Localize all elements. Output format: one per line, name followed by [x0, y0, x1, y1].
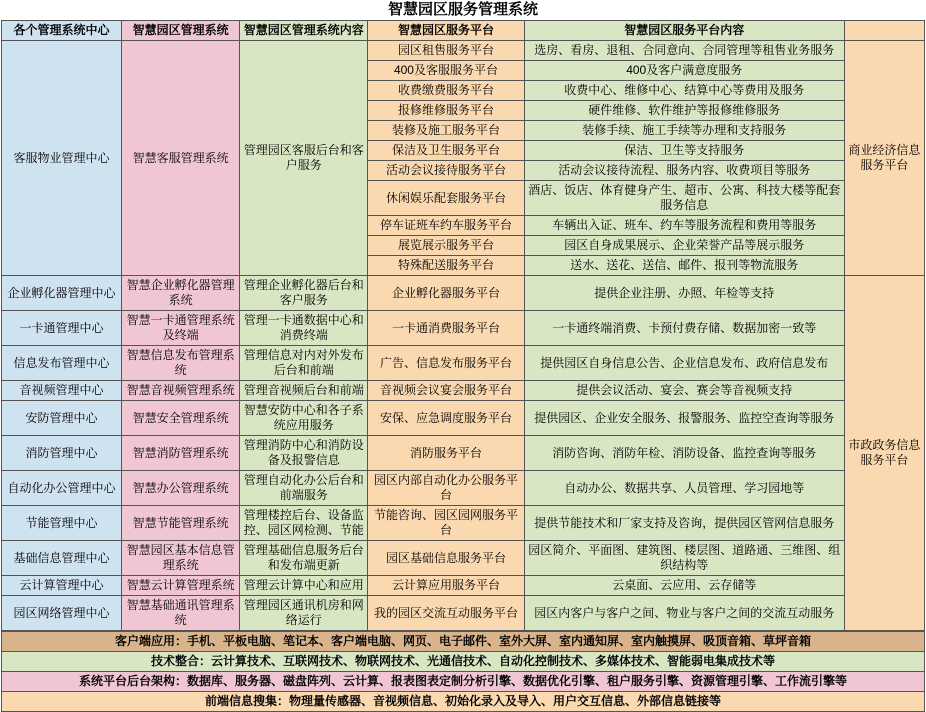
management-system-content: 管理园区通讯机房和网络运行 — [240, 596, 368, 631]
management-system: 智慧客服管理系统 — [122, 41, 240, 276]
service-platform-content: 硬件维修、软件维护等报修维修服务 — [524, 101, 844, 121]
service-platform: 园区租售服务平台 — [368, 41, 524, 61]
management-system: 智慧云计算管理系统 — [122, 576, 240, 596]
management-system-content: 管理自动化办公后台和前端服务 — [240, 471, 368, 506]
service-platform: 企业孵化器服务平台 — [368, 276, 524, 311]
service-platform-content: 活动会议接待流程、服务内容、收费项目等服务 — [524, 161, 844, 181]
management-center: 自动化办公管理中心 — [2, 471, 122, 506]
management-system-content: 管理消防中心和消防设备及报警信息 — [240, 436, 368, 471]
management-system: 智慧办公管理系统 — [122, 471, 240, 506]
management-system: 智慧消防管理系统 — [122, 436, 240, 471]
management-center: 一卡通管理中心 — [2, 311, 122, 346]
management-center: 消防管理中心 — [2, 436, 122, 471]
management-system: 智慧一卡通管理系统及终端 — [122, 311, 240, 346]
management-system: 智慧企业孵化器管理系统 — [122, 276, 240, 311]
management-system: 智慧信息发布管理系统 — [122, 346, 240, 381]
column-header: 智慧园区管理系统内容 — [240, 21, 368, 41]
management-system-content: 管理云计算中心和应用 — [240, 576, 368, 596]
management-center: 云计算管理中心 — [2, 576, 122, 596]
service-platform: 音视频会议宴会服务平台 — [368, 381, 524, 401]
management-system: 智慧音视频管理系统 — [122, 381, 240, 401]
management-system-content: 管理信息对内对外发布后台和前端 — [240, 346, 368, 381]
management-system: 智慧园区基本信息管理系统 — [122, 541, 240, 576]
service-platform-content: 园区自身成果展示、企业荣誉产品等展示服务 — [524, 236, 844, 256]
service-platform: 特殊配送服务平台 — [368, 256, 524, 276]
service-platform-content: 保洁、卫生等支持服务 — [524, 141, 844, 161]
right-label-municipal: 市政政务信息服务平台 — [844, 276, 924, 631]
service-platform-content: 提供会议活动、宴会、赛会等音视频支持 — [524, 381, 844, 401]
service-platform: 装修及施工服务平台 — [368, 121, 524, 141]
management-center: 客服物业管理中心 — [2, 41, 122, 276]
footer-table — [1, 631, 925, 712]
footer-row-architecture: 系统平台后台架构：数据库、服务器、磁盘阵列、云计算、报表图表定制分析引擎、数据优化引擎、租户服务引擎、资源管理引擎、工作流引擎等 — [2, 672, 925, 692]
footer-row-tech: 技术整合：云计算技术、互联网技术、物联网技术、光通信技术、自动化控制技术、多媒体技术、智能弱电集成技术等 — [2, 652, 925, 672]
service-platform-content: 消防咨询、消防年检、消防设备、监控查询等服务 — [524, 436, 844, 471]
service-platform: 园区基础信息服务平台 — [368, 541, 524, 576]
service-platform-content: 提供园区、企业安全服务、报警服务、监控空查询等服务 — [524, 401, 844, 436]
management-center: 节能管理中心 — [2, 506, 122, 541]
management-system: 智慧基础通讯管理系统 — [122, 596, 240, 631]
service-platform: 报修维修服务平台 — [368, 101, 524, 121]
service-platform: 节能咨询、园区园网服务平台 — [368, 506, 524, 541]
service-platform: 一卡通消费服务平台 — [368, 311, 524, 346]
service-platform: 园区内部自动化办公服务平台 — [368, 471, 524, 506]
service-platform-content: 装修手续、施工手续等办理和支持服务 — [524, 121, 844, 141]
column-header: 各个管理系统中心 — [2, 21, 122, 41]
service-platform: 云计算应用服务平台 — [368, 576, 524, 596]
management-center: 园区网络管理中心 — [2, 596, 122, 631]
service-platform-content: 400及客户满意度服务 — [524, 61, 844, 81]
service-platform-content: 提供节能技术和厂家支持及咨询，提供园区管网信息服务 — [524, 506, 844, 541]
management-system: 智慧节能管理系统 — [122, 506, 240, 541]
service-platform: 400及客服服务平台 — [368, 61, 524, 81]
service-platform: 活动会议接待服务平台 — [368, 161, 524, 181]
main-table — [1, 20, 925, 631]
page-title: 智慧园区服务管理系统 — [387, 1, 538, 18]
management-system-content: 管理楼控后台、设备监控、园区网检测、节能 — [240, 506, 368, 541]
service-platform-content: 车辆出入证、班车、约车等服务流程和费用等服务 — [524, 216, 844, 236]
footer-row-client: 客户端应用：手机、平板电脑、笔记本、客户端电脑、网页、电子邮件、室外大屏、室内通知屏、室内触摸屏、吸顶音箱、草坪音箱 — [2, 632, 925, 652]
management-center: 基础信息管理中心 — [2, 541, 122, 576]
right-label-commercial: 商业经济信息服务平台 — [844, 41, 924, 276]
management-system-content: 管理音视频后台和前端 — [240, 381, 368, 401]
management-system-content: 智慧安防中心和各子系统应用服务 — [240, 401, 368, 436]
service-platform-content: 收费中心、维修中心、结算中心等费用及服务 — [524, 81, 844, 101]
service-platform-content: 送水、送花、送信、邮件、报刊等物流服务 — [524, 256, 844, 276]
service-platform-content: 园区内客户与客户之间、物业与客户之间的交流互动服务 — [524, 596, 844, 631]
service-platform: 保洁及卫生服务平台 — [368, 141, 524, 161]
service-platform: 安保、应急调度服务平台 — [368, 401, 524, 436]
management-system-content: 管理基础信息服务后台和发布端更新 — [240, 541, 368, 576]
column-header: 智慧园区服务平台 — [368, 21, 524, 41]
service-platform: 展览展示服务平台 — [368, 236, 524, 256]
management-system-content: 管理一卡通数据中心和消费终端 — [240, 311, 368, 346]
management-system-content: 管理园区客服后台和客户服务 — [240, 41, 368, 276]
service-platform-content: 园区简介、平面图、建筑图、楼层图、道路通、三维图、组织结构等 — [524, 541, 844, 576]
service-platform: 我的园区交流互动服务平台 — [368, 596, 524, 631]
service-platform: 停车证班车约车服务平台 — [368, 216, 524, 236]
management-center: 信息发布管理中心 — [2, 346, 122, 381]
management-center: 音视频管理中心 — [2, 381, 122, 401]
service-platform: 消防服务平台 — [368, 436, 524, 471]
service-platform: 休闲娱乐配套服务平台 — [368, 181, 524, 216]
service-platform-content: 选房、看房、退租、合同意向、合同管理等租售业务服务 — [524, 41, 844, 61]
column-header: 智慧园区管理系统 — [122, 21, 240, 41]
column-header: 智慧园区服务平台内容 — [524, 21, 844, 41]
service-platform-content: 一卡通终端消费、卡预付费存储、数据加密一致等 — [524, 311, 844, 346]
service-platform-content: 云桌面、云应用、云存储等 — [524, 576, 844, 596]
service-platform-content: 提供园区自身信息公告、企业信息发布、政府信息发布 — [524, 346, 844, 381]
footer-row-frontend: 前端信息搜集：物理量传感器、音视频信息、初始化录入及导入、用户交互信息、外部信息链接等 — [2, 692, 925, 712]
management-system-content: 管理企业孵化器后台和客户服务 — [240, 276, 368, 311]
management-center: 企业孵化器管理中心 — [2, 276, 122, 311]
service-platform-content: 酒店、饭店、体育健身产生、超市、公寓、科技大楼等配套服务信息 — [524, 181, 844, 216]
right-header-spacer — [844, 21, 924, 41]
service-platform-content: 提供企业注册、办照、年检等支持 — [524, 276, 844, 311]
service-platform: 广告、信息发布服务平台 — [368, 346, 524, 381]
service-platform-content: 自动办公、数据共享、人员管理、学习园地等 — [524, 471, 844, 506]
management-center: 安防管理中心 — [2, 401, 122, 436]
service-platform: 收费缴费服务平台 — [368, 81, 524, 101]
management-system: 智慧安全管理系统 — [122, 401, 240, 436]
